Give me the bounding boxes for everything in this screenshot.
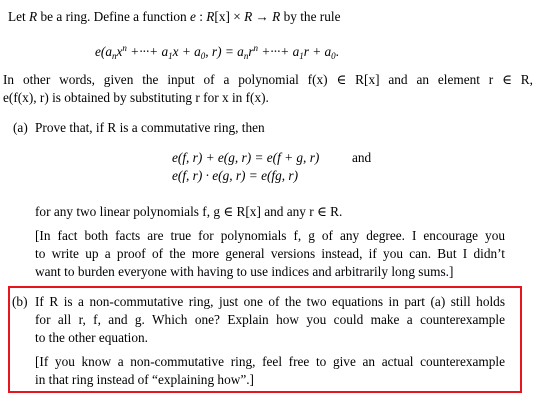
- eq-sub-0: 0: [200, 51, 206, 61]
- part-b-line: If R is a non-commutative ring, just one of the two equations in part (a) still holds: [35, 294, 505, 309]
- intro-times: ×: [229, 9, 245, 24]
- intro-text-a: Let: [8, 9, 30, 24]
- eq-middle: +···+ a: [126, 44, 169, 59]
- other-words-line2: e(f(x), r) is obtained by substituting r for x in f(x).: [3, 90, 269, 105]
- eq-mid3: , r) = a: [205, 44, 244, 59]
- eq-x: x: [116, 44, 123, 59]
- eq-end: r + a: [303, 44, 332, 59]
- eq-r: r: [248, 44, 254, 59]
- part-a-note-line: to write up a proof of the more general versions instead, if you can. But I didn’t: [35, 246, 505, 261]
- part-b-line: to the other equation.: [35, 330, 148, 345]
- intro-symbol-r2: R: [206, 9, 215, 24]
- part-a-label: (a): [13, 120, 28, 135]
- part-a-eq1: e(f, r) + e(g, r) = e(f + g, r): [172, 150, 320, 165]
- part-b-line: for all r, f, and g. Which one? Explain how you could make a counterexample: [35, 312, 505, 327]
- eq-sup-n: n: [122, 43, 127, 53]
- part-a-note-line: [In fact both facts are true for polynomials f, g of any degree. I encourage you: [35, 228, 505, 243]
- eq-mid2: x + a: [172, 44, 201, 59]
- eq-sub-1: 1: [168, 51, 173, 61]
- intro-bracket-x: [x]: [214, 9, 230, 24]
- intro-text-b: be a ring. Define a function: [37, 9, 191, 24]
- display-equation: [95, 40, 339, 64]
- other-words-line1: In other words, given the input of a polynomial f(x) ∈ R[x] and an element r ∈ R,: [3, 72, 533, 87]
- intro-arrow: →: [252, 9, 273, 24]
- intro-symbol-r: R: [29, 9, 38, 24]
- part-b-note-line: in that ring instead of “explaining how”.]: [35, 372, 254, 387]
- intro-colon: :: [195, 9, 207, 24]
- eq-sub-n: n: [111, 51, 117, 61]
- part-a-eq2: e(f, r) · e(g, r) = e(fg, r): [172, 168, 299, 183]
- eq-period: .: [335, 44, 339, 59]
- part-a-for-any: for any two linear polynomials f, g ∈ R[x] and any r ∈ R.: [35, 204, 343, 219]
- intro-symbol-r3: R: [244, 9, 253, 24]
- part-a-note-line: want to burden everyone with having to use indices and arbitrarily long sums.]: [35, 264, 454, 279]
- eq-sub-02: 0: [331, 51, 336, 61]
- eq-sub-n2: n: [243, 51, 249, 61]
- part-b-label: (b): [12, 294, 28, 309]
- eq-lhs: e(a: [95, 44, 112, 59]
- part-a-intro: Prove that, if R is a commutative ring, then: [35, 120, 265, 135]
- part-b-note-line: [If you know a non-commutative ring, feel free to give an actual counterexample: [35, 354, 505, 369]
- intro-symbol-r4: R: [272, 9, 281, 24]
- intro-line: [8, 9, 340, 25]
- eq-mid4: +···+ a: [258, 44, 300, 59]
- intro-symbol-e: e: [190, 9, 196, 24]
- intro-text-c: by the rule: [280, 9, 341, 24]
- eq-sub-12: 1: [299, 51, 304, 61]
- part-a-and: and: [352, 150, 372, 165]
- eq-sup-n2: n: [253, 43, 258, 53]
